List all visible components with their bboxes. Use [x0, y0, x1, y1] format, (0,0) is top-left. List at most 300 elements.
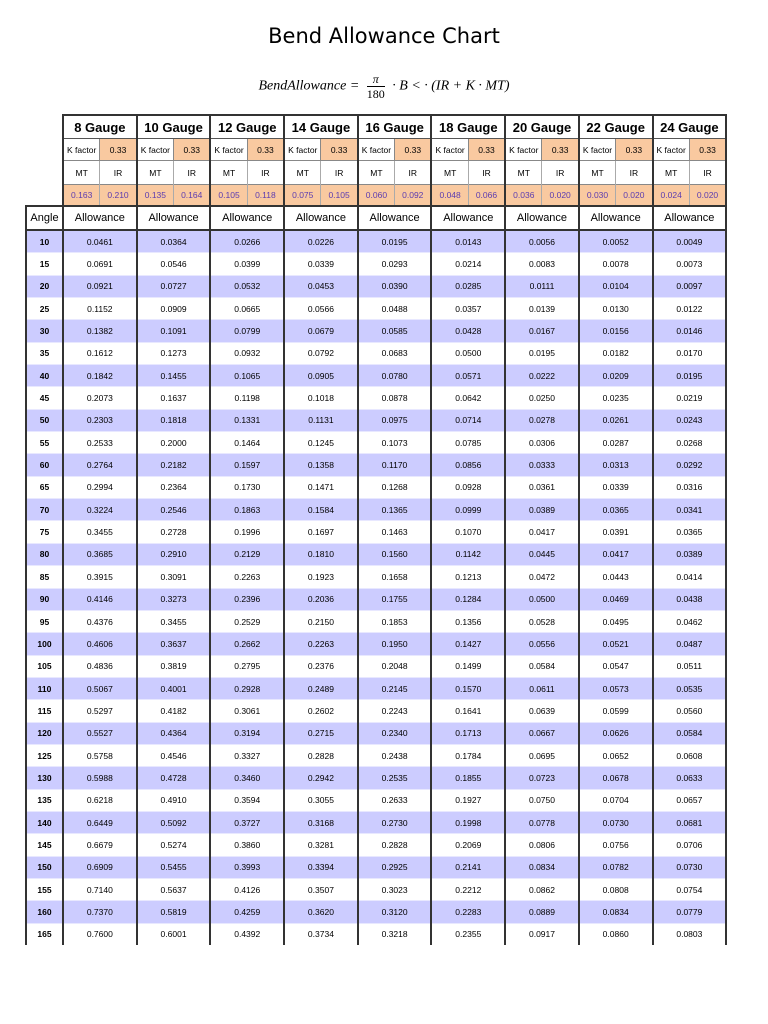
allowance-cell: 0.3637 [137, 633, 211, 655]
k-factor-value: 0.33 [542, 139, 579, 161]
formula-lhs: BendAllowance = [258, 78, 360, 94]
allowance-cell: 0.1784 [431, 744, 505, 766]
allowance-cell: 0.2263 [210, 566, 284, 588]
allowance-cell: 0.2145 [358, 677, 432, 699]
k-factor-label: K factor [63, 139, 100, 161]
allowance-cell: 0.1070 [431, 521, 505, 543]
allowance-cell: 0.2633 [358, 789, 432, 811]
allowance-cell: 0.0219 [653, 387, 727, 409]
allowance-cell: 0.3734 [284, 923, 358, 945]
allowance-cell: 0.0278 [505, 409, 579, 431]
ir-value: 0.020 [616, 185, 653, 207]
allowance-cell: 0.2283 [431, 901, 505, 923]
allowance-cell: 0.0521 [579, 633, 653, 655]
angle-cell: 20 [26, 275, 63, 297]
allowance-cell: 0.0156 [579, 320, 653, 342]
allowance-cell: 0.1382 [63, 320, 137, 342]
allowance-cell: 0.0209 [579, 365, 653, 387]
angle-cell: 45 [26, 387, 63, 409]
allowance-cell: 0.0417 [505, 521, 579, 543]
table-row [26, 253, 726, 275]
allowance-cell: 0.0417 [579, 543, 653, 565]
allowance-cell: 0.0122 [653, 298, 727, 320]
allowance-cell: 0.5067 [63, 677, 137, 699]
allowance-cell: 0.2529 [210, 610, 284, 632]
allowance-column-header: Allowance [653, 206, 727, 230]
allowance-cell: 0.2910 [137, 543, 211, 565]
allowance-cell: 0.3194 [210, 722, 284, 744]
ir-label: IR [100, 161, 137, 185]
allowance-cell: 0.2728 [137, 521, 211, 543]
ir-value: 0.020 [689, 185, 726, 207]
allowance-cell: 0.0535 [653, 677, 727, 699]
allowance-cell: 0.1923 [284, 566, 358, 588]
ir-value: 0.210 [100, 185, 137, 207]
mt-label: MT [137, 161, 174, 185]
allowance-cell: 0.1730 [210, 476, 284, 498]
angle-column-header: Angle [26, 206, 63, 230]
allowance-cell: 0.0727 [137, 275, 211, 297]
allowance-cell: 0.2828 [358, 834, 432, 856]
allowance-cell: 0.0584 [505, 655, 579, 677]
allowance-cell: 0.4259 [210, 901, 284, 923]
allowance-cell: 0.1198 [210, 387, 284, 409]
allowance-cell: 0.0714 [431, 409, 505, 431]
allowance-cell: 0.0785 [431, 432, 505, 454]
ir-label: IR [616, 161, 653, 185]
allowance-cell: 0.0453 [284, 275, 358, 297]
allowance-cell: 0.4364 [137, 722, 211, 744]
allowance-cell: 0.2535 [358, 767, 432, 789]
allowance-column-header: Allowance [431, 206, 505, 230]
allowance-cell: 0.0339 [284, 253, 358, 275]
allowance-cell: 0.2602 [284, 700, 358, 722]
allowance-cell: 0.0073 [653, 253, 727, 275]
allowance-cell: 0.0333 [505, 454, 579, 476]
gauge-name-header: 8 Gauge [63, 115, 137, 139]
allowance-cell: 0.0633 [653, 767, 727, 789]
mt-label: MT [63, 161, 100, 185]
allowance-cell: 0.1950 [358, 633, 432, 655]
allowance-cell: 0.0389 [653, 543, 727, 565]
angle-cell: 70 [26, 499, 63, 521]
allowance-cell: 0.6001 [137, 923, 211, 945]
allowance-cell: 0.1853 [358, 610, 432, 632]
allowance-cell: 0.1641 [431, 700, 505, 722]
k-factor-label: K factor [431, 139, 468, 161]
allowance-cell: 0.0792 [284, 342, 358, 364]
allowance-cell: 0.1131 [284, 409, 358, 431]
allowance-cell: 0.2925 [358, 856, 432, 878]
ir-label: IR [247, 161, 284, 185]
angle-cell: 125 [26, 744, 63, 766]
allowance-column-header: Allowance [579, 206, 653, 230]
allowance-cell: 0.5274 [137, 834, 211, 856]
allowance-cell: 0.1142 [431, 543, 505, 565]
k-factor-label: K factor [579, 139, 616, 161]
allowance-cell: 0.0195 [505, 342, 579, 364]
table-row [26, 230, 726, 253]
table-row [26, 409, 726, 431]
allowance-cell: 0.0195 [653, 365, 727, 387]
angle-cell: 30 [26, 320, 63, 342]
allowance-cell: 0.1471 [284, 476, 358, 498]
table-row [26, 767, 726, 789]
allowance-cell: 0.0585 [358, 320, 432, 342]
allowance-cell: 0.0806 [505, 834, 579, 856]
mt-label: MT [505, 161, 542, 185]
table-row [26, 811, 726, 833]
corner-cell [26, 115, 63, 139]
allowance-cell: 0.2994 [63, 476, 137, 498]
allowance-cell: 0.0170 [653, 342, 727, 364]
allowance-cell: 0.0754 [653, 878, 727, 900]
allowance-cell: 0.0130 [579, 298, 653, 320]
angle-cell: 80 [26, 543, 63, 565]
allowance-cell: 0.0472 [505, 566, 579, 588]
allowance-cell: 0.0287 [579, 432, 653, 454]
allowance-cell: 0.0599 [579, 700, 653, 722]
allowance-cell: 0.0860 [579, 923, 653, 945]
allowance-cell: 0.2533 [63, 432, 137, 454]
allowance-column-header: Allowance [137, 206, 211, 230]
table-row [26, 387, 726, 409]
allowance-cell: 0.0445 [505, 543, 579, 565]
allowance-cell: 0.0049 [653, 230, 727, 253]
allowance-cell: 0.0730 [653, 856, 727, 878]
angle-cell: 140 [26, 811, 63, 833]
allowance-cell: 0.1755 [358, 588, 432, 610]
allowance-cell: 0.3168 [284, 811, 358, 833]
allowance-cell: 0.3993 [210, 856, 284, 878]
allowance-cell: 0.0780 [358, 365, 432, 387]
allowance-cell: 0.5092 [137, 811, 211, 833]
allowance-cell: 0.0313 [579, 454, 653, 476]
allowance-cell: 0.3055 [284, 789, 358, 811]
allowance-cell: 0.1713 [431, 722, 505, 744]
k-factor-value: 0.33 [689, 139, 726, 161]
allowance-cell: 0.2073 [63, 387, 137, 409]
allowance-cell: 0.1637 [137, 387, 211, 409]
mt-label: MT [284, 161, 321, 185]
corner-cell [26, 161, 63, 185]
allowance-cell: 0.2376 [284, 655, 358, 677]
allowance-cell: 0.0316 [653, 476, 727, 498]
mt-label: MT [653, 161, 690, 185]
allowance-cell: 0.1597 [210, 454, 284, 476]
gauge-header-row [26, 115, 726, 139]
k-factor-value: 0.33 [395, 139, 432, 161]
k-factor-value: 0.33 [468, 139, 505, 161]
allowance-cell: 0.0999 [431, 499, 505, 521]
allowance-cell: 0.1073 [358, 432, 432, 454]
allowance-cell: 0.4728 [137, 767, 211, 789]
allowance-cell: 0.0261 [579, 409, 653, 431]
allowance-cell: 0.0235 [579, 387, 653, 409]
angle-cell: 60 [26, 454, 63, 476]
allowance-cell: 0.0928 [431, 476, 505, 498]
allowance-cell: 0.0921 [63, 275, 137, 297]
table-row [26, 320, 726, 342]
mt-value: 0.135 [137, 185, 174, 207]
table-row [26, 454, 726, 476]
allowance-cell: 0.0862 [505, 878, 579, 900]
table-row [26, 633, 726, 655]
ir-label: IR [468, 161, 505, 185]
ir-value: 0.118 [247, 185, 284, 207]
allowance-cell: 0.5637 [137, 878, 211, 900]
allowance-cell: 0.0341 [653, 499, 727, 521]
allowance-cell: 0.3091 [137, 566, 211, 588]
mt-value: 0.060 [358, 185, 395, 207]
table-row [26, 744, 726, 766]
allowance-cell: 0.1268 [358, 476, 432, 498]
allowance-cell: 0.6679 [63, 834, 137, 856]
corner-cell [26, 139, 63, 161]
allowance-cell: 0.1273 [137, 342, 211, 364]
allowance-cell: 0.2355 [431, 923, 505, 945]
allowance-cell: 0.0723 [505, 767, 579, 789]
allowance-cell: 0.0364 [137, 230, 211, 253]
allowance-cell: 0.0438 [653, 588, 727, 610]
allowance-cell: 0.2662 [210, 633, 284, 655]
allowance-cell: 0.0146 [653, 320, 727, 342]
ir-value: 0.020 [542, 185, 579, 207]
allowance-cell: 0.0905 [284, 365, 358, 387]
gauge-name-header: 24 Gauge [653, 115, 727, 139]
k-factor-label: K factor [505, 139, 542, 161]
allowance-cell: 0.3620 [284, 901, 358, 923]
allowance-cell: 0.3120 [358, 901, 432, 923]
bend-allowance-table [25, 114, 727, 945]
angle-cell: 90 [26, 588, 63, 610]
angle-cell: 155 [26, 878, 63, 900]
allowance-cell: 0.0730 [579, 811, 653, 833]
allowance-cell: 0.4546 [137, 744, 211, 766]
allowance-cell: 0.1658 [358, 566, 432, 588]
allowance-cell: 0.4146 [63, 588, 137, 610]
page-title: Bend Allowance Chart [268, 24, 500, 48]
allowance-cell: 0.1365 [358, 499, 432, 521]
allowance-cell: 0.0390 [358, 275, 432, 297]
allowance-cell: 0.1464 [210, 432, 284, 454]
allowance-cell: 0.0909 [137, 298, 211, 320]
gauge-name-header: 10 Gauge [137, 115, 211, 139]
allowance-cell: 0.0975 [358, 409, 432, 431]
allowance-cell: 0.0917 [505, 923, 579, 945]
allowance-cell: 0.0626 [579, 722, 653, 744]
allowance-cell: 0.3281 [284, 834, 358, 856]
table-row [26, 342, 726, 364]
allowance-cell: 0.0111 [505, 275, 579, 297]
allowance-cell: 0.0462 [653, 610, 727, 632]
angle-cell: 75 [26, 521, 63, 543]
k-factor-label: K factor [210, 139, 247, 161]
allowance-cell: 0.3685 [63, 543, 137, 565]
allowance-cell: 0.1091 [137, 320, 211, 342]
angle-cell: 65 [26, 476, 63, 498]
allowance-cell: 0.0306 [505, 432, 579, 454]
table-row [26, 588, 726, 610]
table-row [26, 700, 726, 722]
allowance-cell: 0.0756 [579, 834, 653, 856]
allowance-cell: 0.0547 [579, 655, 653, 677]
table-row [26, 856, 726, 878]
mt-value: 0.036 [505, 185, 542, 207]
allowance-cell: 0.2764 [63, 454, 137, 476]
allowance-cell: 0.5758 [63, 744, 137, 766]
allowance-cell: 0.1998 [431, 811, 505, 833]
allowance-cell: 0.2048 [358, 655, 432, 677]
allowance-cell: 0.3819 [137, 655, 211, 677]
k-factor-row [26, 139, 726, 161]
allowance-column-header: Allowance [284, 206, 358, 230]
allowance-cell: 0.3224 [63, 499, 137, 521]
angle-cell: 95 [26, 610, 63, 632]
table-row [26, 923, 726, 945]
angle-cell: 100 [26, 633, 63, 655]
allowance-cell: 0.7600 [63, 923, 137, 945]
allowance-cell: 0.3594 [210, 789, 284, 811]
allowance-cell: 0.2243 [358, 700, 432, 722]
mt-value: 0.048 [431, 185, 468, 207]
mt-label: MT [210, 161, 247, 185]
allowance-cell: 0.0608 [653, 744, 727, 766]
allowance-cell: 0.0706 [653, 834, 727, 856]
allowance-cell: 0.0889 [505, 901, 579, 923]
allowance-cell: 0.1152 [63, 298, 137, 320]
ir-value: 0.092 [395, 185, 432, 207]
allowance-cell: 0.3455 [63, 521, 137, 543]
allowance-cell: 0.2000 [137, 432, 211, 454]
table-row [26, 298, 726, 320]
allowance-cell: 0.1213 [431, 566, 505, 588]
allowance-cell: 0.0365 [579, 499, 653, 521]
bend-allowance-formula [0, 72, 768, 101]
gauge-name-header: 20 Gauge [505, 115, 579, 139]
allowance-cell: 0.0285 [431, 275, 505, 297]
ir-value: 0.164 [174, 185, 211, 207]
allowance-cell: 0.2303 [63, 409, 137, 431]
angle-cell: 50 [26, 409, 63, 431]
allowance-cell: 0.1499 [431, 655, 505, 677]
allowance-cell: 0.2364 [137, 476, 211, 498]
allowance-cell: 0.1170 [358, 454, 432, 476]
ir-value: 0.066 [468, 185, 505, 207]
allowance-cell: 0.0808 [579, 878, 653, 900]
allowance-cell: 0.1358 [284, 454, 358, 476]
ir-label: IR [174, 161, 211, 185]
table-row [26, 521, 726, 543]
allowance-cell: 0.0495 [579, 610, 653, 632]
mt-value: 0.024 [653, 185, 690, 207]
corner-cell [26, 185, 63, 207]
allowance-cell: 0.0500 [431, 342, 505, 364]
allowance-cell: 0.0642 [431, 387, 505, 409]
allowance-cell: 0.0143 [431, 230, 505, 253]
allowance-cell: 0.0704 [579, 789, 653, 811]
allowance-cell: 0.0139 [505, 298, 579, 320]
angle-cell: 105 [26, 655, 63, 677]
angle-cell: 145 [26, 834, 63, 856]
allowance-cell: 0.0511 [653, 655, 727, 677]
allowance-cell: 0.2212 [431, 878, 505, 900]
allowance-cell: 0.0428 [431, 320, 505, 342]
formula-numerator: π [367, 72, 385, 87]
allowance-cell: 0.0389 [505, 499, 579, 521]
table-row [26, 566, 726, 588]
allowance-cell: 0.0461 [63, 230, 137, 253]
allowance-cell: 0.2036 [284, 588, 358, 610]
allowance-cell: 0.2150 [284, 610, 358, 632]
allowance-cell: 0.0469 [579, 588, 653, 610]
table-row [26, 476, 726, 498]
allowance-cell: 0.0293 [358, 253, 432, 275]
table-row [26, 275, 726, 297]
allowance-cell: 0.0195 [358, 230, 432, 253]
allowance-cell: 0.1463 [358, 521, 432, 543]
formula-denominator: 180 [366, 87, 385, 101]
allowance-cell: 0.3273 [137, 588, 211, 610]
allowance-cell: 0.1560 [358, 543, 432, 565]
allowance-cell: 0.7140 [63, 878, 137, 900]
ir-label: IR [689, 161, 726, 185]
allowance-cell: 0.4126 [210, 878, 284, 900]
allowance-cell: 0.0339 [579, 476, 653, 498]
allowance-column-header: Allowance [505, 206, 579, 230]
mt-label: MT [579, 161, 616, 185]
allowance-cell: 0.0214 [431, 253, 505, 275]
angle-cell: 150 [26, 856, 63, 878]
allowance-cell: 0.3507 [284, 878, 358, 900]
allowance-cell: 0.1018 [284, 387, 358, 409]
allowance-cell: 0.0500 [505, 588, 579, 610]
allowance-cell: 0.2715 [284, 722, 358, 744]
allowance-cell: 0.0546 [137, 253, 211, 275]
allowance-cell: 0.2340 [358, 722, 432, 744]
table-row [26, 610, 726, 632]
allowance-cell: 0.0639 [505, 700, 579, 722]
allowance-cell: 0.0268 [653, 432, 727, 454]
allowance-cell: 0.1855 [431, 767, 505, 789]
angle-cell: 55 [26, 432, 63, 454]
gauge-name-header: 16 Gauge [358, 115, 432, 139]
angle-cell: 130 [26, 767, 63, 789]
allowance-cell: 0.0399 [210, 253, 284, 275]
ir-label: IR [321, 161, 358, 185]
allowance-cell: 0.0487 [653, 633, 727, 655]
allowance-cell: 0.3394 [284, 856, 358, 878]
mt-ir-value-row [26, 185, 726, 207]
allowance-cell: 0.5988 [63, 767, 137, 789]
allowance-cell: 0.4910 [137, 789, 211, 811]
allowance-cell: 0.0834 [505, 856, 579, 878]
allowance-cell: 0.1996 [210, 521, 284, 543]
allowance-cell: 0.0182 [579, 342, 653, 364]
mt-value: 0.163 [63, 185, 100, 207]
angle-cell: 40 [26, 365, 63, 387]
allowance-cell: 0.0834 [579, 901, 653, 923]
angle-cell: 110 [26, 677, 63, 699]
allowance-cell: 0.3327 [210, 744, 284, 766]
allowance-cell: 0.0799 [210, 320, 284, 342]
angle-cell: 15 [26, 253, 63, 275]
k-factor-label: K factor [284, 139, 321, 161]
allowance-cell: 0.0573 [579, 677, 653, 699]
allowance-cell: 0.0532 [210, 275, 284, 297]
allowance-cell: 0.1584 [284, 499, 358, 521]
allowance-cell: 0.5819 [137, 901, 211, 923]
